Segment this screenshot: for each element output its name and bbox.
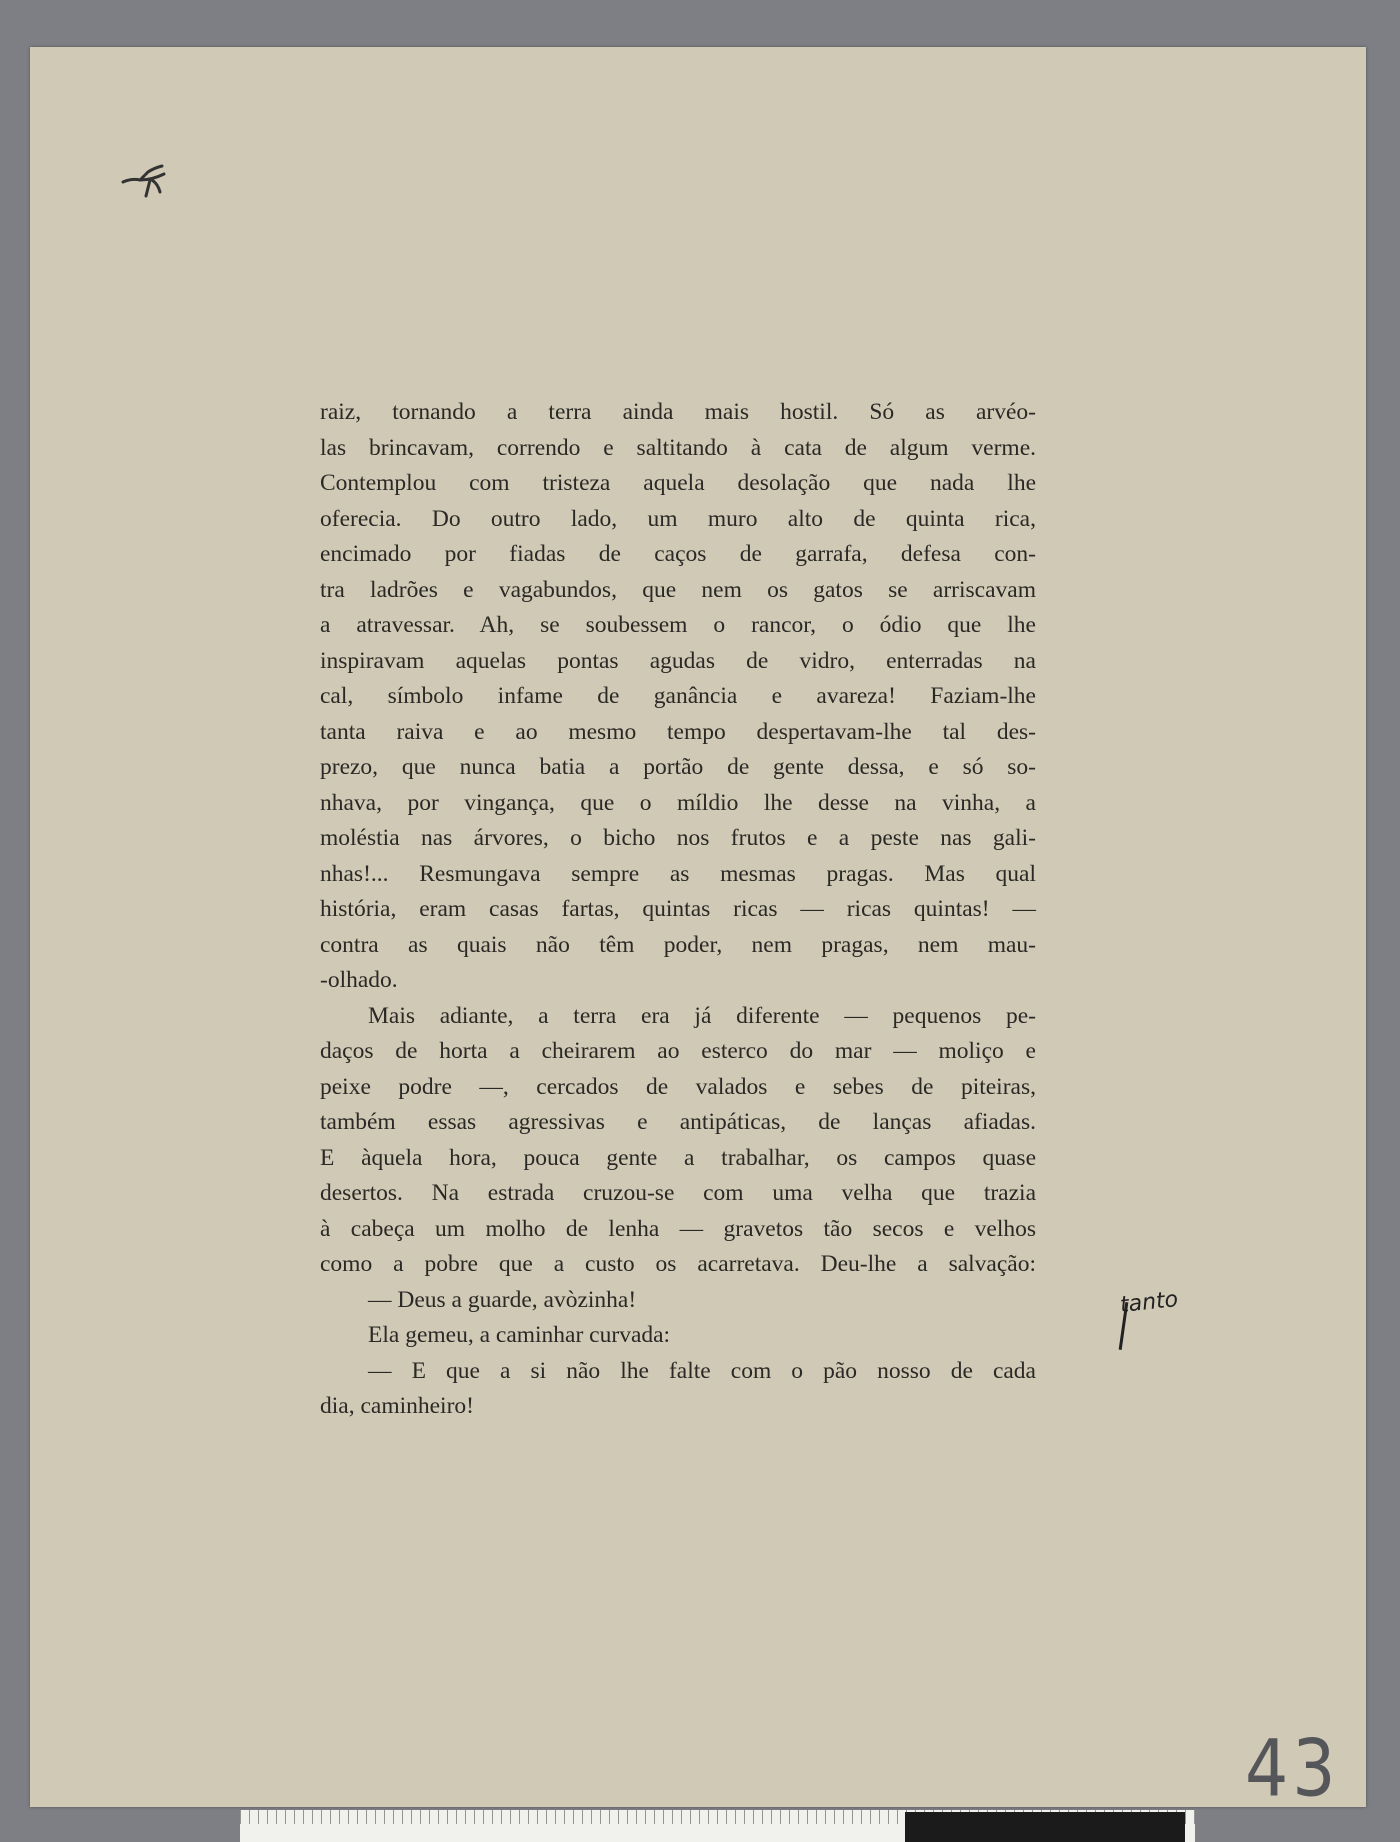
text-line: desertos. Na estrada cruzou-se com uma velha que trazia	[320, 1180, 1036, 1206]
text-line: contra as quais não têm poder, nem pragas, nem mau-	[320, 931, 1036, 958]
text-line: história, eram casas fartas, quintas ricas — ricas quintas! —	[320, 896, 1036, 922]
text-line: tra ladrões e vagabundos, que nem os gatos se arriscavam	[320, 576, 1036, 603]
text-line: cal, símbolo infame de ganância e avareza! Faziam-lhe	[320, 683, 1036, 709]
page-number: 43	[1245, 1724, 1340, 1815]
text-line: à cabeça um molho de lenha — gravetos tão secos e velhos	[320, 1215, 1036, 1242]
text-line: — E que a si não lhe falte com o pão nosso de cada	[368, 1357, 1036, 1384]
text-line: a atravessar. Ah, se soubessem o rancor, o ódio que lhe	[320, 612, 1036, 638]
text-line: nhas!... Resmungava sempre as mesmas pragas. Mas qual	[320, 860, 1036, 887]
text-line: dia, caminheiro!	[320, 1393, 474, 1419]
text-line: Mais adiante, a terra era já diferente — pequenos pe-	[368, 1002, 1036, 1029]
margin-note: tanto	[1118, 1287, 1180, 1318]
document-page	[30, 47, 1366, 1815]
text-line: também essas agressivas e antipáticas, de lanças afiadas.	[320, 1109, 1036, 1135]
text-line: tanta raiva e ao mesmo tempo despertavam-lhe tal des-	[320, 718, 1036, 745]
text-line: Contemplou com tristeza aquela desolação que nada lhe	[320, 470, 1036, 496]
text-line: oferecia. Do outro lado, um muro alto de quinta rica,	[320, 505, 1036, 532]
text-line: E àquela hora, pouca gente a trabalhar, os campos quase	[320, 1144, 1036, 1171]
text-line: nhava, por vingança, que o míldio lhe desse na vinha, a	[320, 789, 1036, 816]
text-line: prezo, que nunca batia a portão de gente dessa, e só so-	[320, 754, 1036, 780]
text-line: como a pobre que a custo os acarretava. Deu-lhe a salvação:	[320, 1251, 1036, 1277]
text-line: peixe podre —, cercados de valados e sebes de piteiras,	[320, 1073, 1036, 1100]
text-line: inspiravam aquelas pontas agudas de vidro, enterradas na	[320, 647, 1036, 674]
text-line: daços de horta a cheirarem ao esterco do mar — moliço e	[320, 1038, 1036, 1064]
text-line: moléstia nas árvores, o bicho nos frutos e a peste nas gali-	[320, 825, 1036, 851]
ruler-dark-segment	[905, 1812, 1185, 1842]
text-line: Ela gemeu, a caminhar curvada:	[368, 1322, 671, 1348]
body-text	[320, 395, 1036, 1425]
scale-ruler	[240, 1810, 1195, 1842]
bird-sketch-icon	[118, 162, 178, 212]
text-line: encimado por fiadas de caços de garrafa, defesa con-	[320, 541, 1036, 567]
text-line: las brincavam, correndo e saltitando à cata de algum verme.	[320, 434, 1036, 461]
text-line: — Deus a guarde, avòzinha!	[368, 1286, 637, 1313]
text-line: -olhado.	[320, 967, 398, 993]
text-line: raiz, tornando a terra ainda mais hostil. Só as arvéo-	[320, 399, 1036, 425]
